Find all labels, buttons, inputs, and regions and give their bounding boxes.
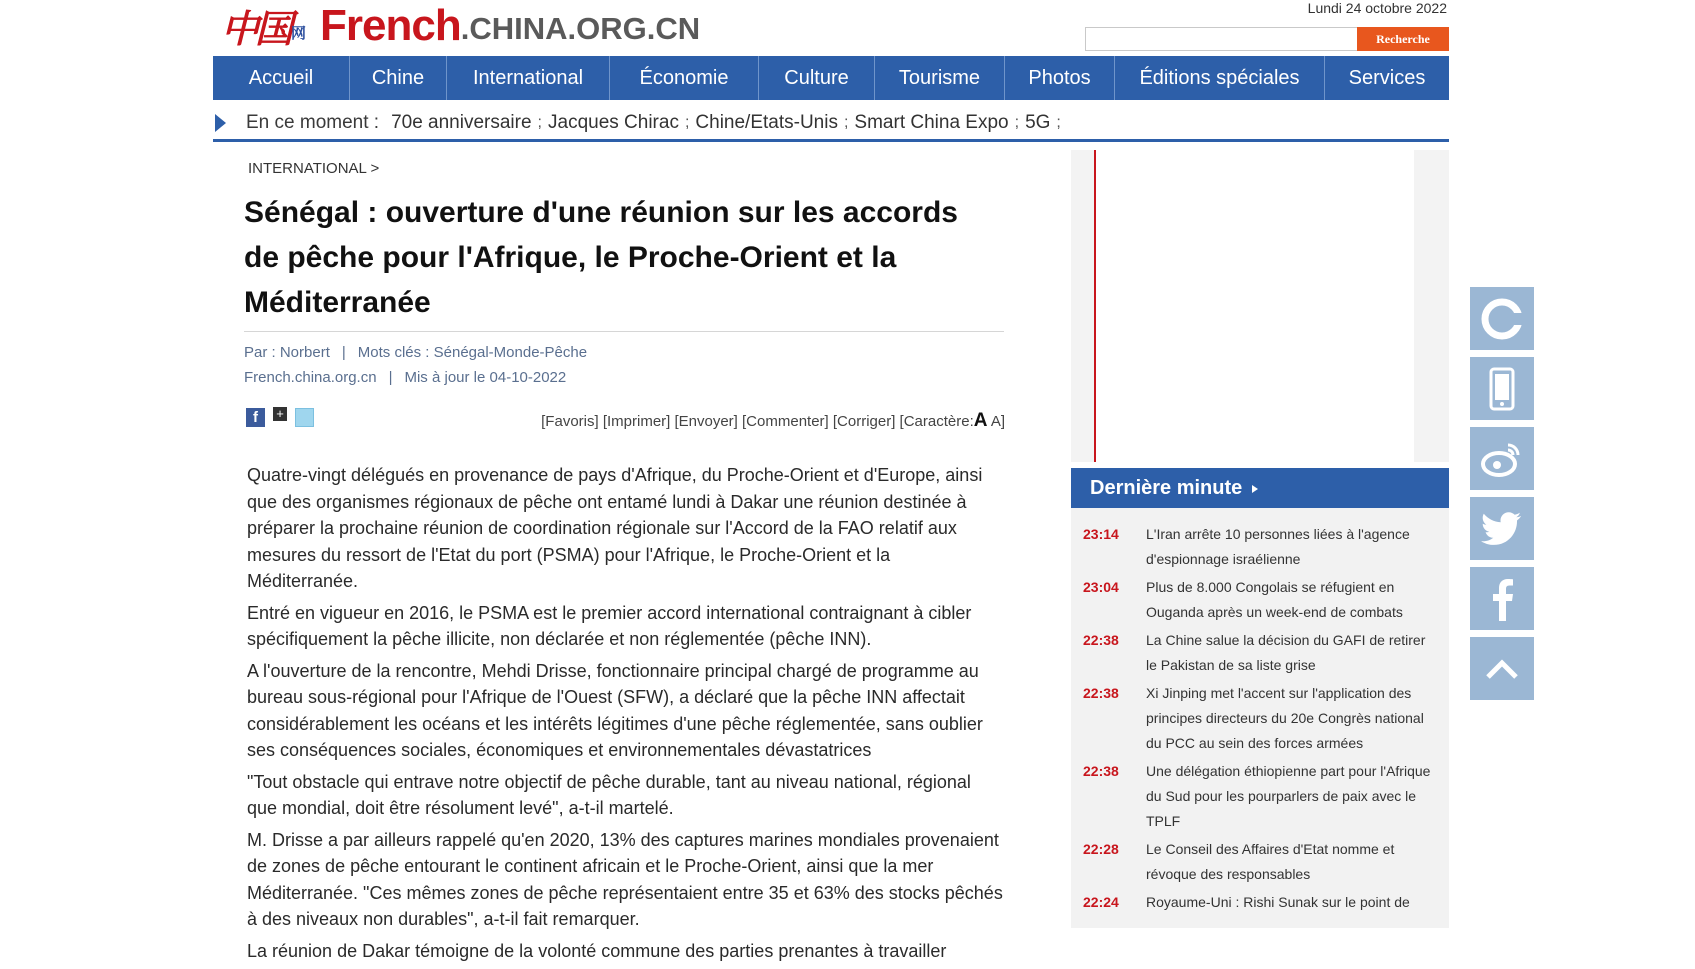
header-date: Lundi 24 octobre 2022 — [1307, 0, 1447, 16]
logo-wang: 网 — [291, 25, 307, 42]
article-paragraph: Quatre-vingt délégués en provenance de pays d'Afrique, du Proche-Orient et d'Europe, ainsi que des organismes régionaux de pêche ont entamé lundi à Dakar une réunion destinée à préparer la prochaine réunion de coordination régionale sur l'Accord de la FAO relatif aux mesures du ressort de l'Etat du port (PSMA) pour l'Afrique, le Proche-Orient et la Méditerranée. — [247, 465, 983, 591]
nav-item-accueil[interactable]: Accueil — [213, 56, 350, 100]
article-title: Sénégal : ouverture d'une réunion sur les accords de pêche pour l'Afrique, le Proche-Orient et la Méditerranée — [244, 196, 958, 319]
trending-link[interactable]: Smart China Expo — [854, 111, 1009, 133]
c-logo-icon[interactable] — [1470, 287, 1534, 350]
trending-bar: En ce moment : 70e anniversaire ; Jacques Chirac ; Chine/Etats-Unis ; Smart China Expo ; 5G ; — [213, 106, 1449, 142]
news-headline[interactable]: Une délégation éthiopienne part pour l'Afrique du Sud pour les pourparlers de paix avec le TPLF — [1146, 763, 1431, 829]
play-arrow-icon — [215, 114, 226, 132]
news-time: 22:24 — [1083, 894, 1119, 910]
article-source: French.china.org.cn — [244, 369, 377, 386]
font-size-large[interactable]: A — [973, 410, 988, 431]
article-paragraph: Entré en vigueur en 2016, le PSMA est le premier accord international contraignant à cibler spécifiquement la pêche illicite, non déclarée et non réglementée (pêche INN). — [247, 602, 972, 649]
facebook-icon[interactable]: f — [246, 408, 265, 427]
article-meta-line-1: Par : Norbert | Mots clés : Sénégal-Monde-Pêche — [244, 344, 588, 361]
article-paragraph: M. Drisse a par ailleurs rappelé qu'en 2020, 13% des captures marines mondiales provenaient de zones de pêche entourant le continent africain et le Proche-Orient, ainsi que la mer Méditerranée. "Ces mêmes zones de pêche représentaient entre 35 et 63% des stocks pêchés à des niveaux non durables", a-t-il fait remarquer. — [247, 829, 1003, 929]
list-item[interactable] — [1071, 575, 1449, 625]
nav-item-editions-speciales[interactable]: Éditions spéciales — [1115, 56, 1325, 100]
article-keywords: Mots clés : Sénégal-Monde-Pêche — [357, 344, 588, 361]
article-paragraph: "Tout obstacle qui entrave notre objectif de pêche durable, tant au niveau national, régional que mondial, doit être résolument levé", a-t-il martelé. — [247, 771, 971, 818]
facebook-icon[interactable] — [1470, 567, 1534, 630]
trending-link[interactable]: 5G — [1025, 111, 1051, 133]
twitter-icon[interactable] — [295, 408, 314, 427]
main-nav — [213, 56, 1449, 100]
nav-item-international[interactable]: International — [447, 56, 610, 100]
news-headline[interactable]: Plus de 8.000 Congolais se réfugient en Ouganda après un week-end de combats — [1146, 579, 1403, 620]
nav-item-photos[interactable]: Photos — [1005, 56, 1115, 100]
back-to-top-icon[interactable] — [1470, 637, 1534, 700]
list-item[interactable] — [1071, 759, 1449, 834]
news-headline[interactable]: Xi Jinping met l'accent sur l'application des principes directeurs du 20e Congrès national du PCC au sein des forces armées — [1146, 685, 1424, 751]
font-size-small[interactable]: A] — [987, 413, 1005, 430]
title-divider — [244, 331, 1004, 332]
search-form — [1085, 27, 1449, 51]
trending-link[interactable]: Chine/Etats-Unis — [695, 111, 838, 133]
share-bar — [246, 405, 314, 427]
trending-link[interactable]: 70e anniversaire — [391, 111, 532, 133]
logo-french: French — [320, 1, 461, 50]
latest-news-list — [1071, 508, 1449, 928]
article-author: Par : Norbert — [244, 344, 330, 361]
search-button[interactable]: Recherche — [1357, 27, 1449, 51]
news-headline[interactable]: Le Conseil des Affaires d'Etat nomme et révoque des responsables — [1146, 841, 1395, 882]
logo-chinese-mark: 中国 — [221, 6, 290, 51]
news-time: 22:38 — [1083, 685, 1119, 701]
news-time: 22:38 — [1083, 763, 1119, 779]
nav-item-culture[interactable]: Culture — [759, 56, 875, 100]
logo-domain: .CHINA.ORG.CN — [460, 11, 701, 46]
nav-item-tourisme[interactable]: Tourisme — [875, 56, 1005, 100]
news-headline[interactable]: La Chine salue la décision du GAFI de retirer le Pakistan de sa liste grise — [1146, 632, 1426, 673]
breadcrumb[interactable]: INTERNATIONAL > — [248, 160, 380, 177]
article-meta-line-2: French.china.org.cn | Mis à jour le 04-10-2022 — [244, 369, 567, 386]
latest-news-header[interactable] — [1071, 468, 1449, 508]
nav-item-chine[interactable]: Chine — [350, 56, 447, 100]
weibo-icon[interactable] — [1470, 427, 1534, 490]
article-paragraph: La réunion de Dakar témoigne de la volonté commune des parties prenantes à travailler — [247, 940, 947, 961]
news-headline[interactable]: L'Iran arrête 10 personnes liées à l'agence d'espionnage israélienne — [1146, 526, 1410, 567]
mobile-icon[interactable] — [1470, 357, 1534, 420]
plus-icon[interactable]: + — [273, 407, 287, 421]
list-item[interactable] — [1071, 890, 1449, 915]
arrow-right-icon — [1252, 485, 1258, 493]
twitter-icon[interactable] — [1470, 497, 1534, 560]
news-time: 22:28 — [1083, 841, 1119, 857]
ad-frame — [1096, 150, 1414, 462]
floating-share-bar — [1470, 287, 1534, 707]
site-logo[interactable] — [221, 0, 700, 52]
latest-news-title: Dernière minute — [1090, 477, 1243, 499]
news-time: 23:04 — [1083, 579, 1119, 595]
list-item[interactable] — [1071, 628, 1449, 678]
search-input[interactable] — [1085, 27, 1357, 51]
list-item[interactable] — [1071, 837, 1449, 887]
article-body — [247, 462, 1004, 969]
article-paragraph: A l'ouverture de la rencontre, Mehdi Drisse, fonctionnaire principal chargé de programme au bureau sous-régional pour l'Afrique de l'Ouest (SFW), a déclaré que la pêche INN affectait considérablement les océans et les intérêts légitimes d'une pêche réglementée, sans oublier ses conséquences sociales, économiques et environnementales dévastatrices — [247, 660, 983, 760]
news-headline[interactable]: Royaume-Uni : Rishi Sunak sur le point de — [1146, 894, 1410, 910]
news-time: 23:14 — [1083, 526, 1119, 542]
nav-item-services[interactable]: Services — [1348, 67, 1426, 89]
article-tools[interactable] — [541, 410, 1005, 432]
article-tools-links[interactable]: [Favoris] [Imprimer] [Envoyer] [Commenter] [Corriger] [Caractère: — [541, 413, 974, 430]
trending-link[interactable]: Jacques Chirac — [548, 111, 679, 133]
list-item[interactable] — [1071, 681, 1449, 756]
trending-label: En ce moment : — [246, 111, 380, 133]
list-item[interactable] — [1071, 522, 1449, 572]
ad-slot — [1071, 150, 1449, 462]
news-time: 22:38 — [1083, 632, 1119, 648]
article-updated: Mis à jour le 04-10-2022 — [404, 369, 567, 386]
nav-item-economie[interactable]: Économie — [610, 56, 759, 100]
